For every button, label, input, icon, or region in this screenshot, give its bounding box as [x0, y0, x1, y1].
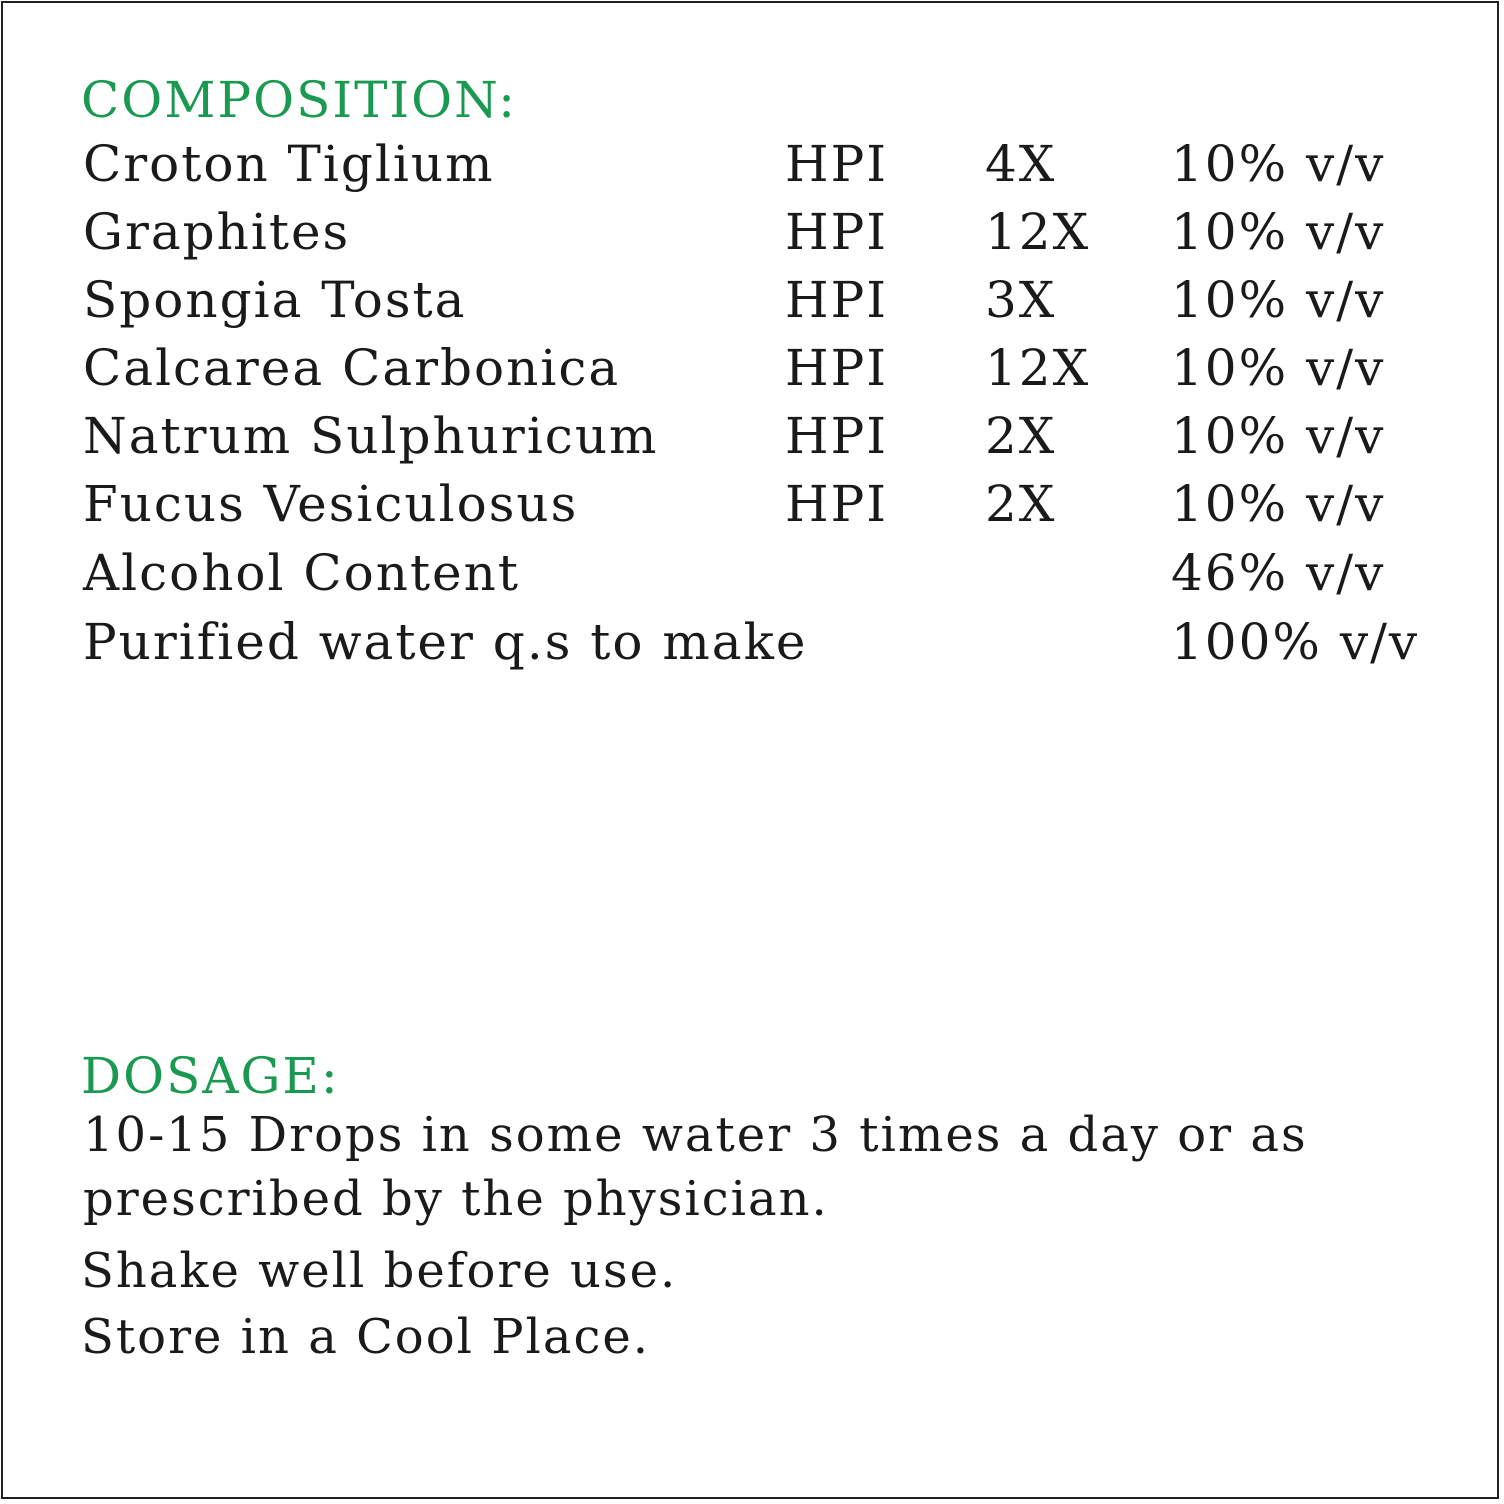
ingredient-concentration: 10% v/v	[1171, 271, 1386, 329]
ingredient-concentration: 10% v/v	[1171, 475, 1386, 533]
ingredient-concentration: 10% v/v	[1171, 135, 1386, 193]
ingredient-concentration: 10% v/v	[1171, 339, 1386, 397]
ingredient-potency: 3X	[985, 271, 1057, 329]
ingredient-name: Natrum Sulphuricum	[83, 407, 659, 465]
dosage-heading: DOSAGE:	[81, 1047, 340, 1105]
ingredient-name: Fucus Vesiculosus	[83, 475, 579, 533]
label-frame	[1, 1, 1499, 1499]
ingredient-standard: HPI	[785, 135, 888, 193]
ingredient-potency: 12X	[985, 339, 1091, 397]
ingredient-name: Alcohol Content	[83, 544, 520, 602]
composition-heading: COMPOSITION:	[81, 71, 517, 129]
ingredient-standard: HPI	[785, 475, 888, 533]
ingredient-name: Spongia Tosta	[83, 271, 467, 329]
ingredient-concentration: 10% v/v	[1171, 203, 1386, 261]
ingredient-concentration: 46% v/v	[1171, 544, 1386, 602]
ingredient-potency: 2X	[985, 407, 1057, 465]
storage-note: Store in a Cool Place.	[81, 1309, 651, 1365]
ingredient-name: Calcarea Carbonica	[83, 339, 621, 397]
ingredient-name: Croton Tiglium	[83, 135, 495, 193]
shake-note: Shake well before use.	[81, 1243, 678, 1299]
ingredient-standard: HPI	[785, 203, 888, 261]
ingredient-standard: HPI	[785, 339, 888, 397]
ingredient-potency: 12X	[985, 203, 1091, 261]
ingredient-standard: HPI	[785, 407, 888, 465]
ingredient-potency: 4X	[985, 135, 1057, 193]
dosage-instructions: 10-15 Drops in some water 3 times a day or as prescribed by the physician.	[83, 1107, 1308, 1227]
ingredient-concentration: 10% v/v	[1171, 407, 1386, 465]
ingredient-name: Purified water q.s to make	[83, 613, 808, 671]
ingredient-potency: 2X	[985, 475, 1057, 533]
ingredient-name: Graphites	[83, 203, 351, 261]
ingredient-concentration: 100% v/v	[1171, 613, 1420, 671]
ingredient-standard: HPI	[785, 271, 888, 329]
